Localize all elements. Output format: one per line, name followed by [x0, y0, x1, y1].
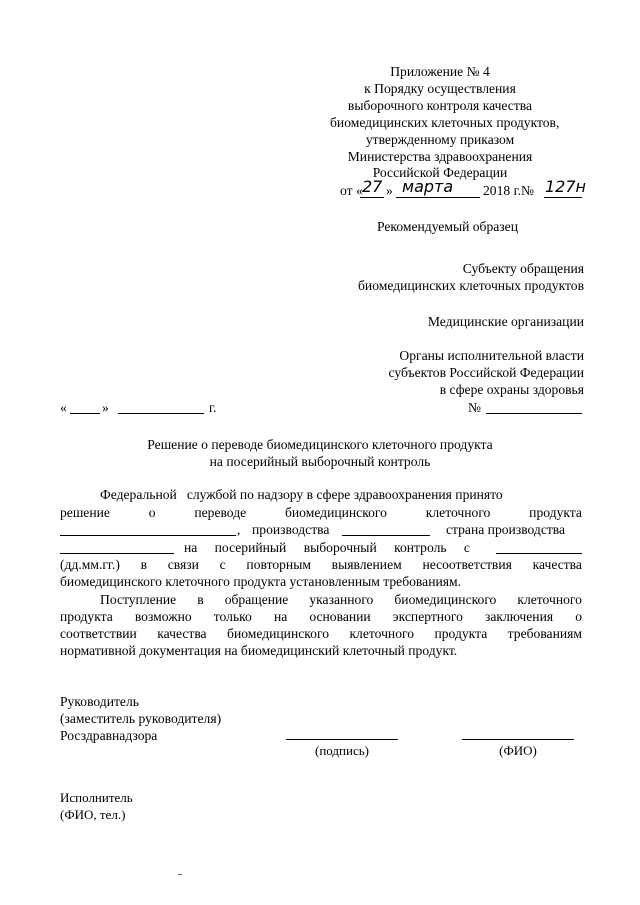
month-underline [396, 197, 480, 198]
handwritten-day: 27 [362, 177, 383, 196]
body-line: Поступление в обращение указанного биомедицинского клеточного [100, 592, 582, 607]
product-blank [60, 535, 236, 536]
month-blank [118, 413, 204, 414]
date-prefix: от « [340, 183, 363, 198]
recipient-line: субъектов Российской Федерации [388, 365, 584, 380]
document-page: Приложение № 4 к Порядку осуществления выборочного контроля качества биомедицинских клеточных продуктов, утвержденному приказом Министерства здравоохранения Российской Федерации от « 27 » марта 2018 г.№ 127н Рекомендуемый образец Субъекту обращения биомедицинских клеточных продуктов Медицинские организации Органы исполнительной власти субъектов Российской Федерации в сфере охраны здоровья « » г. № Решение о переводе биомедицинского клеточного продукта на посерийный выборочный контроль Федеральной службой по надзору в сфере здравоохранения принято решение о переводе биомедицинского клеточного продукта , производства страна производства на посерийный выборочный контроль с (дд.мм.гг.) в связи с повторным выявлением несоответствия качества биомедицинского клеточного продукта установленным требованиям. Поступление в обращение указанного биомедицинского клеточного продукта возможно только на основании экспертного заключения о соответствии качества биомедицинского клеточного продукта требованиям нормативной документация на биомедицинский клеточный продукт. Руководитель (заместитель руководителя) Росздравнадзора (подпись) (ФИО) Исполнитель (ФИО, тел.) [0, 0, 640, 905]
annex-line: утвержденному приказом [365, 132, 515, 147]
annex-line: выборочного контроля качества [347, 98, 533, 113]
executor-contact: (ФИО, тел.) [60, 807, 126, 822]
date-mid: » [386, 183, 393, 198]
open-quote: « [60, 400, 67, 415]
recipient-line: биомедицинских клеточных продуктов [358, 278, 584, 293]
signature-caption: (подпись) [315, 743, 369, 758]
close-quote: » [102, 400, 109, 415]
annex-line: Российской Федерации [372, 165, 508, 180]
signature-line [286, 739, 398, 740]
name-line [462, 739, 574, 740]
number-blank [486, 413, 582, 414]
recipient-line: Медицинские организации [427, 314, 584, 329]
annex-line: к Порядку осуществления [364, 81, 516, 96]
recipient-line: Органы исполнительной власти [399, 348, 584, 363]
signatory-title: (заместитель руководителя) [60, 711, 222, 726]
executor-label: Исполнитель [60, 790, 133, 805]
day-underline [360, 197, 384, 198]
handwritten-month: марта [402, 177, 454, 196]
day-blank [70, 413, 100, 414]
year-suffix: г. [209, 400, 217, 415]
name-caption: (ФИО) [499, 743, 537, 758]
date-year: 2018 г.№ [483, 183, 534, 198]
decision-title-line2: на посерийный выборочный контроль [209, 454, 431, 469]
date-blank [496, 553, 582, 554]
recipient-line: Субъекту обращения [462, 261, 584, 276]
manufacturer-blank [342, 535, 430, 536]
body-line: Федеральной службой по надзору в сфере здравоохранения принято [100, 487, 503, 502]
annex-line: биомедицинских клеточных продуктов, [330, 115, 560, 130]
recommended-label: Рекомендуемый образец [377, 219, 518, 234]
body-line: нормативной документация на биомедицинский клеточный продукт. [60, 643, 458, 658]
body-line: решение о переводе биомедицинского клеточного продукта [60, 505, 582, 520]
body-line: продукта возможно только на основании экспертного заключения о [60, 609, 582, 624]
signatory-title: Руководитель [60, 694, 139, 709]
body-line: на посерийный выборочный контроль с [184, 540, 470, 555]
country-blank [60, 553, 174, 554]
handwritten-number: 127н [545, 177, 586, 196]
decision-title-line1: Решение о переводе биомедицинского клеточного продукта [147, 437, 493, 452]
annex-line: Министерства здравоохранения [347, 149, 533, 164]
body-line: соответствии качества биомедицинского клеточного продукта требованиям [60, 626, 582, 641]
body-line: (дд.мм.гг.) в связи с повторным выявлением несоответствия качества [60, 557, 582, 572]
number-underline [544, 197, 582, 198]
recipient-line: в сфере охраны здоровья [439, 382, 584, 397]
body-line: биомедицинского клеточного продукта установленным требованиям. [60, 574, 462, 589]
signatory-title: Росздравнадзора [60, 728, 158, 743]
scan-mark [178, 874, 182, 875]
annex-title: Приложение № 4 [390, 64, 490, 79]
number-sign: № [468, 400, 481, 415]
